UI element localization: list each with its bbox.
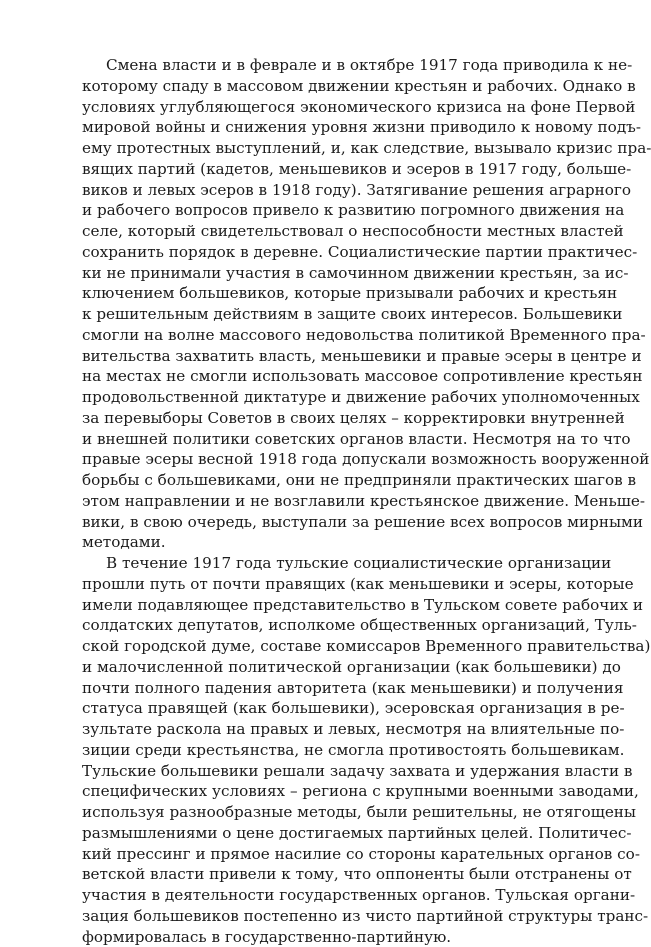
text-line: ему протестных выступлений, и, как следствие, вызывало кризис пра-: [82, 138, 540, 159]
text-line: прошли путь от почти правящих (как меньшевики и эсеры, которые: [82, 574, 540, 595]
text-line: используя разнообразные методы, были решительны, не отягощены: [82, 802, 540, 823]
text-line: ки не принимали участия в самочинном движении крестьян, за ис-: [82, 263, 540, 284]
text-line: специфических условиях – региона с крупными военными заводами,: [82, 781, 540, 802]
text-line: вительства захватить власть, меньшевики и правые эсеры в центре и: [82, 346, 540, 367]
text-line: правые эсеры весной 1918 года допускали возможность вооруженной: [82, 449, 540, 470]
text-line: зация большевиков постепенно из чисто партийной структуры транс-: [82, 906, 540, 927]
text-line: которому спаду в массовом движении крестьян и рабочих. Однако в: [82, 76, 540, 97]
text-line: на местах не смогли использовать массовое сопротивление крестьян: [82, 366, 540, 387]
text-line: методами.: [82, 532, 540, 553]
text-line: ключением большевиков, которые призывали рабочих и крестьян: [82, 283, 540, 304]
text-line: формировалась в государственно-партийную.: [82, 927, 540, 947]
text-line: В течение 1917 года тульские социалистические организации: [82, 553, 540, 574]
text-line: мировой войны и снижения уровня жизни приводило к новому подъ-: [82, 117, 540, 138]
text-line: имели подавляющее представительство в Тульском совете рабочих и: [82, 595, 540, 616]
text-line: продовольственной диктатуре и движение рабочих уполномоченных: [82, 387, 540, 408]
text-line: вики, в свою очередь, выступали за решение всех вопросов мирными: [82, 512, 540, 533]
text-line: сохранить порядок в деревне. Социалистические партии практичес-: [82, 242, 540, 263]
text-line: почти полного падения авторитета (как меньшевики) и получения: [82, 678, 540, 699]
text-line: статуса правящей (как большевики), эсеровская организация в ре-: [82, 698, 540, 719]
text-line: ветской власти привели к тому, что оппоненты были отстранены от: [82, 864, 540, 885]
text-line: вящих партий (кадетов, меньшевиков и эсеров в 1917 году, больше-: [82, 159, 540, 180]
text-line: кий прессинг и прямое насилие со стороны карательных органов со-: [82, 844, 540, 865]
paragraph: [82, 553, 540, 947]
text-line: зультате раскола на правых и левых, несмотря на влиятельные по-: [82, 719, 540, 740]
text-line: за перевыборы Советов в своих целях – корректировки внутренней: [82, 408, 540, 429]
text-line: участия в деятельности государственных органов. Тульская органи-: [82, 885, 540, 906]
text-line: к решительным действиям в защите своих интересов. Большевики: [82, 304, 540, 325]
text-line: Тульские большевики решали задачу захвата и удержания власти в: [82, 761, 540, 782]
text-line: ской городской думе, составе комиссаров Временного правительства): [82, 636, 540, 657]
text-line: борьбы с большевиками, они не предприняли практических шагов в: [82, 470, 540, 491]
paragraph: [82, 55, 540, 553]
text-line: зиции среди крестьянства, не смогла противостоять большевикам.: [82, 740, 540, 761]
text-line: условиях углубляющегося экономического кризиса на фоне Первой: [82, 97, 540, 118]
text-line: и внешней политики советских органов власти. Несмотря на то что: [82, 429, 540, 450]
text-line: и малочисленной политической организации (как большевики) до: [82, 657, 540, 678]
text-line: смогли на волне массового недовольства политикой Временного пра-: [82, 325, 540, 346]
body-text: [82, 55, 540, 947]
text-line: размышлениями о цене достигаемых партийных целей. Политичес-: [82, 823, 540, 844]
text-line: и рабочего вопросов привело к развитию погромного движения на: [82, 200, 540, 221]
text-line: селе, который свидетельствовал о неспособности местных властей: [82, 221, 540, 242]
text-line: этом направлении и не возглавили крестьянское движение. Меньше-: [82, 491, 540, 512]
text-line: виков и левых эсеров в 1918 году). Затягивание решения аграрного: [82, 180, 540, 201]
text-line: Смена власти и в феврале и в октябре 1917 года приводила к не-: [82, 55, 540, 76]
text-line: солдатских депутатов, исполкоме общественных организаций, Туль-: [82, 615, 540, 636]
